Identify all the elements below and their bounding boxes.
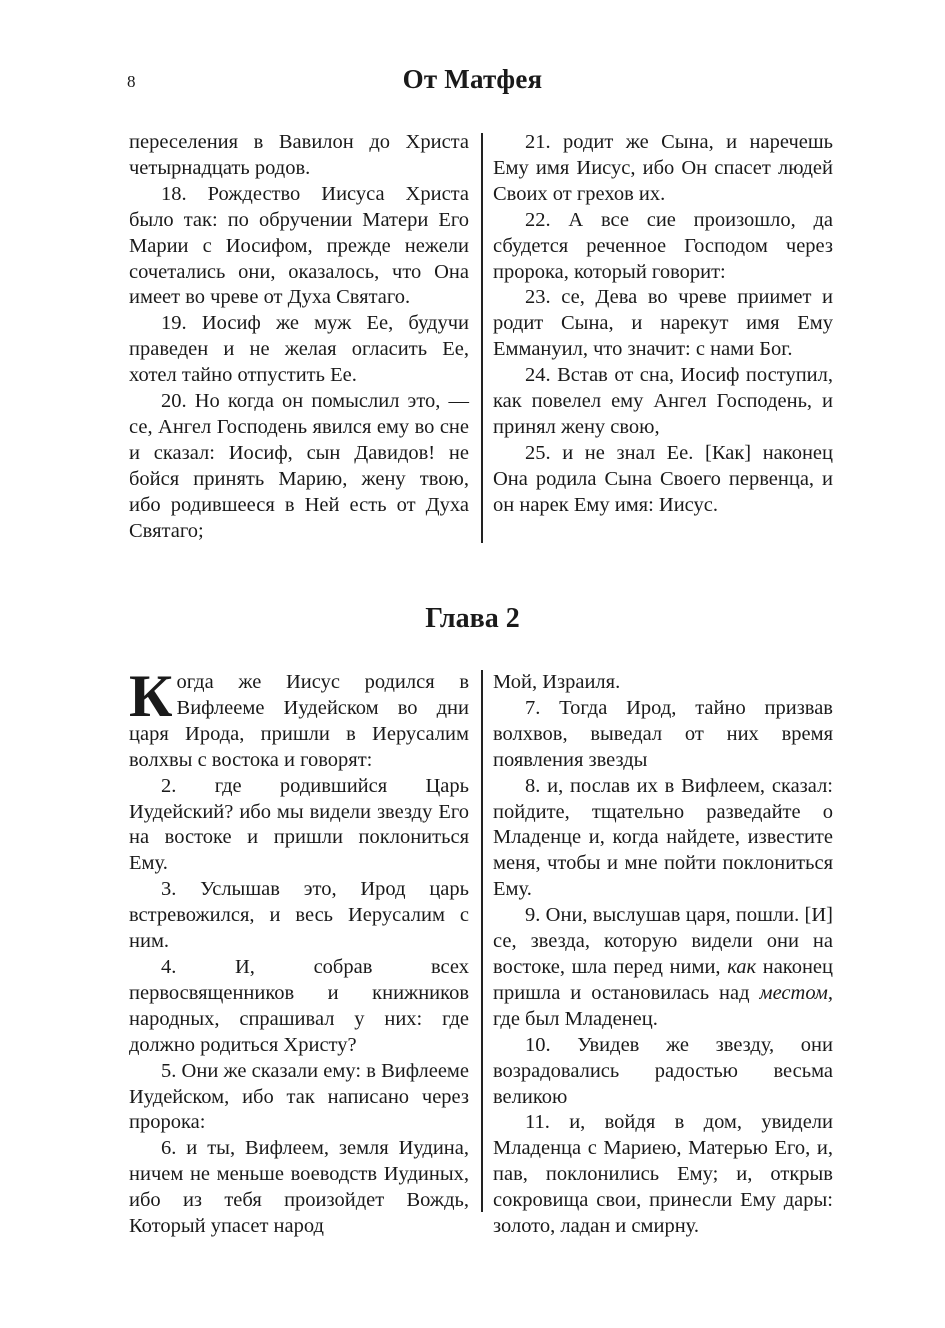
chapter-title: Глава 2 [425, 603, 520, 634]
verse-8: 8. и, послав их в Вифлеем, сказал: пойдите, тщательно разведайте о Младенце и, когда найдете, известите меня, чтобы и мне пойти поклониться Ему. [493, 774, 833, 901]
verse-6: 6. и ты, Вифлеем, земля Иудина, ничем не меньше воеводств Иудиных, ибо из тебя произойдет Вождь, Который упасет народ [129, 1137, 469, 1238]
verse-18: 18. Рождество Иисуса Христа было так: по обручении Матери Его Марии с Иосифом, прежде нежели сочетались они, оказалось, что Она имеет во чреве от Духа Святаго. [129, 182, 469, 309]
drop-cap: К [129, 663, 173, 729]
verse-20: 20. Но когда он помыслил это, — се, Ангел Господень явился ему во сне и сказал: Иосиф, сын Давидов! не бойся принять Марию, жену твою, ибо родившееся в Ней есть от Духа Святаго; [129, 390, 469, 542]
chapter-1-end-section [129, 130, 833, 550]
verse-19: 19. Иосиф же муж Ее, будучи праведен и не желая огласить Ее, хотел тайно отпустить Ее. [129, 312, 469, 387]
verse-6-continuation: Мой, Израиля. [493, 671, 621, 693]
verse-9-italic-2: местом, [759, 981, 833, 1004]
running-head [0, 64, 945, 98]
verse-1 [129, 663, 469, 774]
verse-1-text: огда же Иисус родился в Вифлееме Иудейском во дни царя Ирода, пришли в Иерусалим волхвы с востока и говорят: [129, 671, 469, 771]
column-divider [481, 133, 483, 543]
verse-9-italic-1: как [727, 955, 757, 978]
book-title: От Матфея [402, 64, 543, 94]
verse-22: 22. А все сие произошло, да сбудется реченное Господом через пророка, который говорит: [493, 208, 833, 283]
verse-10: 10. Увидев же звезду, они возрадовались радостью весьма великою [493, 1033, 833, 1108]
verse-25: 25. и не знал Ее. [Как] наконец Она родила Сына Своего первенца, и он нарек Ему имя: Иисус. [493, 441, 833, 516]
verse-9 [493, 903, 833, 1033]
verse-3: 3. Услышав это, Ирод царь встревожился, и весь Иерусалим с ним. [129, 878, 469, 953]
verse-23: 23. се, Дева во чреве приимет и родит Сына, и нарекут имя Ему Еммануил, что значит: с нами Бог. [493, 286, 833, 361]
verse-11: 11. и, войдя в дом, увидели Младенца с Мариею, Матерью Его, и, пав, поклонились Ему; и, открыв сокровища свои, принесли Ему дары: золото, ладан и смирну. [493, 1111, 833, 1238]
verse-9-part-1: 9. Они, выслушав царя, пошли. [И] се, звезда, которую видели они на востоке, шла перед ними, [493, 904, 833, 978]
verse-9-part-3: где был Младенец. [493, 1007, 658, 1030]
right-column [493, 670, 833, 1240]
verse-24: 24. Встав от сна, Иосиф поступил, как повелел ему Ангел Господень, и принял жену свою, [493, 364, 833, 438]
verse-9-part-2: наконец пришла и остановилась над [493, 955, 834, 1004]
left-column [129, 130, 469, 545]
verse-21: 21. родит же Сына, и наречешь Ему имя Иисус, ибо Он спасет людей Своих от грехов их. [493, 131, 833, 205]
column-divider [481, 670, 483, 1212]
verse-17-continuation: переселения в Вавилон до Христа четырнадцать родов. [129, 131, 469, 179]
left-column [129, 663, 469, 1240]
page-number: 8 [127, 72, 136, 91]
chapter-2-section [129, 663, 834, 1238]
verse-5: 5. Они же сказали ему: в Вифлееме Иудейском, ибо так написано через пророка: [129, 1059, 469, 1134]
verse-4: 4. И, собрав всех первосвященников и книжников народных, спрашивал у них: где должно родиться Христу? [129, 955, 469, 1056]
verse-7: 7. Тогда Ирод, тайно призвав волхвов, выведал от них время появления звезды [493, 696, 833, 771]
verse-2: 2. где родившийся Царь Иудейский? ибо мы видели звезду Его на востоке и пришли поклониться Ему. [129, 774, 469, 875]
right-column [493, 130, 833, 519]
